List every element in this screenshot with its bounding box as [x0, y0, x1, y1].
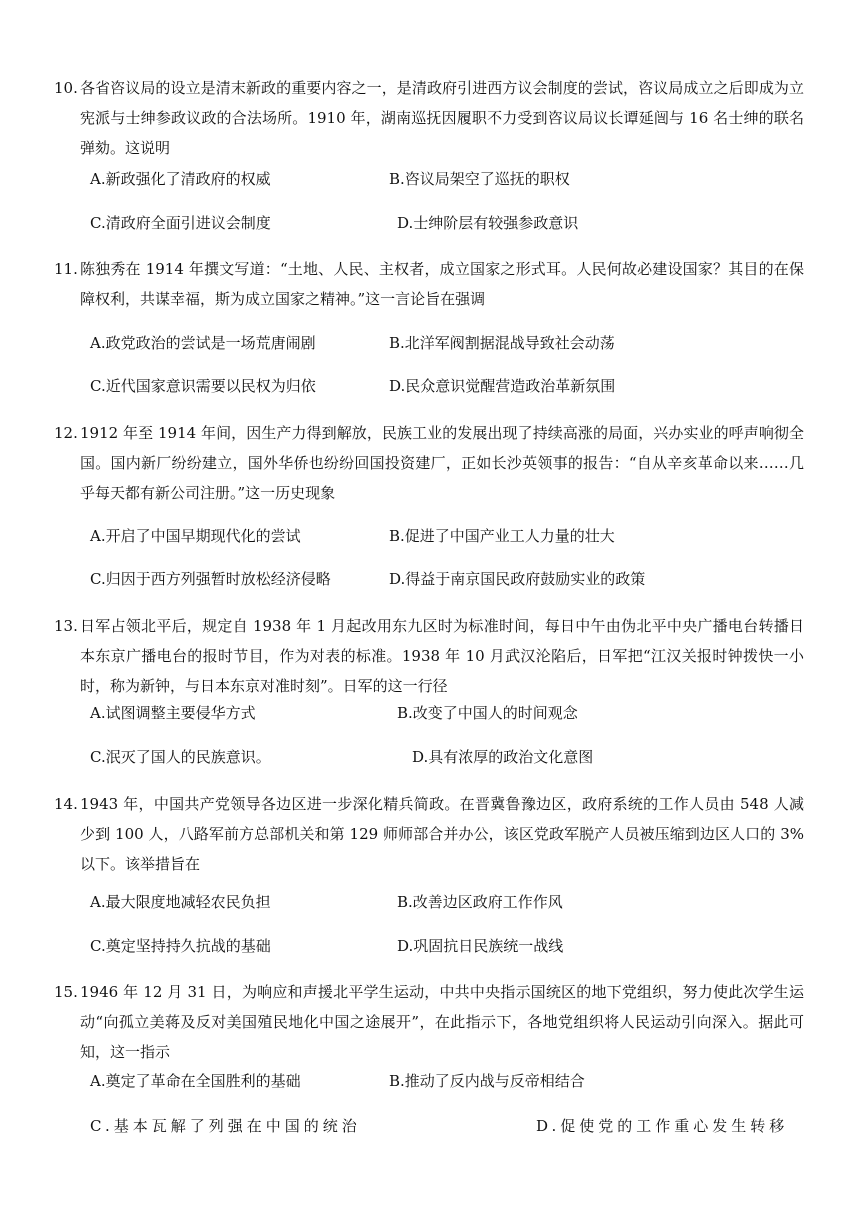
- option-c: C.归因于西方列强暂时放松经济侵略: [90, 570, 331, 588]
- question-number: 10.: [54, 79, 78, 97]
- question-stem: [54, 254, 804, 314]
- question-text: 日军占领北平后，规定自 1938 年 1 月起改用东九区时为标准时间，每日中午由伪北平中央广播电台转播日本东京广播电台的报时节目，作为对表的标准。1938 年 10 月武汉沦陷后，日军把“江汉关报时钟拨快一小时，称为新钟，与日本东京对准时刻”。日军的这一行径: [80, 617, 804, 695]
- option-d: D.得益于南京国民政府鼓励实业的政策: [389, 570, 646, 588]
- question-number: 12.: [54, 424, 78, 442]
- option-b: B.改善边区政府工作作风: [397, 893, 563, 911]
- question-stem: [54, 73, 804, 163]
- question-15: [54, 977, 804, 1067]
- question-stem: [54, 611, 804, 701]
- question-stem: [54, 418, 804, 508]
- option-a: A.开启了中国早期现代化的尝试: [90, 527, 301, 545]
- option-b: B.改变了中国人的时间观念: [397, 704, 578, 722]
- option-a: A.新政强化了清政府的权威: [90, 170, 271, 188]
- question-13: [54, 611, 804, 701]
- option-d: D.促使党的工作重心发生转移: [536, 1117, 789, 1135]
- option-d: D.具有浓厚的政治文化意图: [412, 748, 594, 766]
- question-10: [54, 73, 804, 163]
- question-11: [54, 254, 804, 314]
- question-number: 14.: [54, 795, 78, 813]
- option-c: C.奠定坚持持久抗战的基础: [90, 937, 271, 955]
- question-number: 13.: [54, 617, 78, 635]
- option-d: D.民众意识觉醒营造政治革新氛围: [389, 377, 616, 395]
- option-b: B.促进了中国产业工人力量的壮大: [389, 527, 615, 545]
- option-b: B.推动了反内战与反帝相结合: [389, 1072, 585, 1090]
- option-c: C.清政府全面引进议会制度: [90, 214, 271, 232]
- question-text: 1946 年 12 月 31 日，为响应和声援北平学生运动，中共中央指示国统区的地下党组织，努力使此次学生运动“向孤立美蒋及反对美国殖民地化中国之途展开”，在此指示下，各地党组织将人民运动引向深入。据此可知，这一指示: [80, 983, 804, 1061]
- option-d: D.士绅阶层有较强参政意识: [397, 214, 579, 232]
- question-12: [54, 418, 804, 508]
- question-text: 1943 年，中国共产党领导各边区进一步深化精兵简政。在晋冀鲁豫边区，政府系统的工作人员由 548 人减少到 100 人，八路军前方总部机关和第 129 师师部合并办公，该区党政军脱产人员被压缩到边区人口的 3%以下。该举措旨在: [80, 795, 804, 873]
- option-a: A.奠定了革命在全国胜利的基础: [90, 1072, 301, 1090]
- option-b: B.北洋军阀割据混战导致社会动荡: [389, 334, 615, 352]
- question-14: [54, 789, 804, 879]
- question-text: 1912 年至 1914 年间，因生产力得到解放，民族工业的发展出现了持续高涨的局面，兴办实业的呼声响彻全国。国内新厂纷纷建立，国外华侨也纷纷回国投资建厂，正如长沙英领事的报告：“自从辛亥革命以来……几乎每天都有新公司注册。”这一历史现象: [80, 424, 804, 502]
- question-text: 陈独秀在 1914 年撰文写道：“土地、人民、主权者，成立国家之形式耳。人民何故必建设国家？其目的在保障权利，共谋幸福，斯为成立国家之精神。”这一言论旨在强调: [80, 260, 804, 308]
- question-stem: [54, 789, 804, 879]
- option-a: A.最大限度地减轻农民负担: [90, 893, 271, 911]
- option-c: C.近代国家意识需要以民权为归依: [90, 377, 316, 395]
- question-stem: [54, 977, 804, 1067]
- option-a: A.试图调整主要侵华方式: [90, 704, 256, 722]
- question-text: 各省咨议局的设立是清末新政的重要内容之一，是清政府引进西方议会制度的尝试，咨议局成立之后即成为立宪派与士绅参政议政的合法场所。1910 年，湖南巡抚因履职不力受到咨议局议长谭延闿与 16 名士绅的联名弹劾。这说明: [80, 79, 804, 157]
- option-c: C.基本瓦解了列强在中国的统治: [90, 1117, 361, 1135]
- question-number: 11.: [54, 260, 78, 278]
- question-number: 15.: [54, 983, 78, 1001]
- option-b: B.咨议局架空了巡抚的职权: [389, 170, 570, 188]
- option-a: A.政党政治的尝试是一场荒唐闹剧: [90, 334, 316, 352]
- option-c: C.泯灭了国人的民族意识。: [90, 748, 271, 766]
- option-d: D.巩固抗日民族统一战线: [397, 937, 564, 955]
